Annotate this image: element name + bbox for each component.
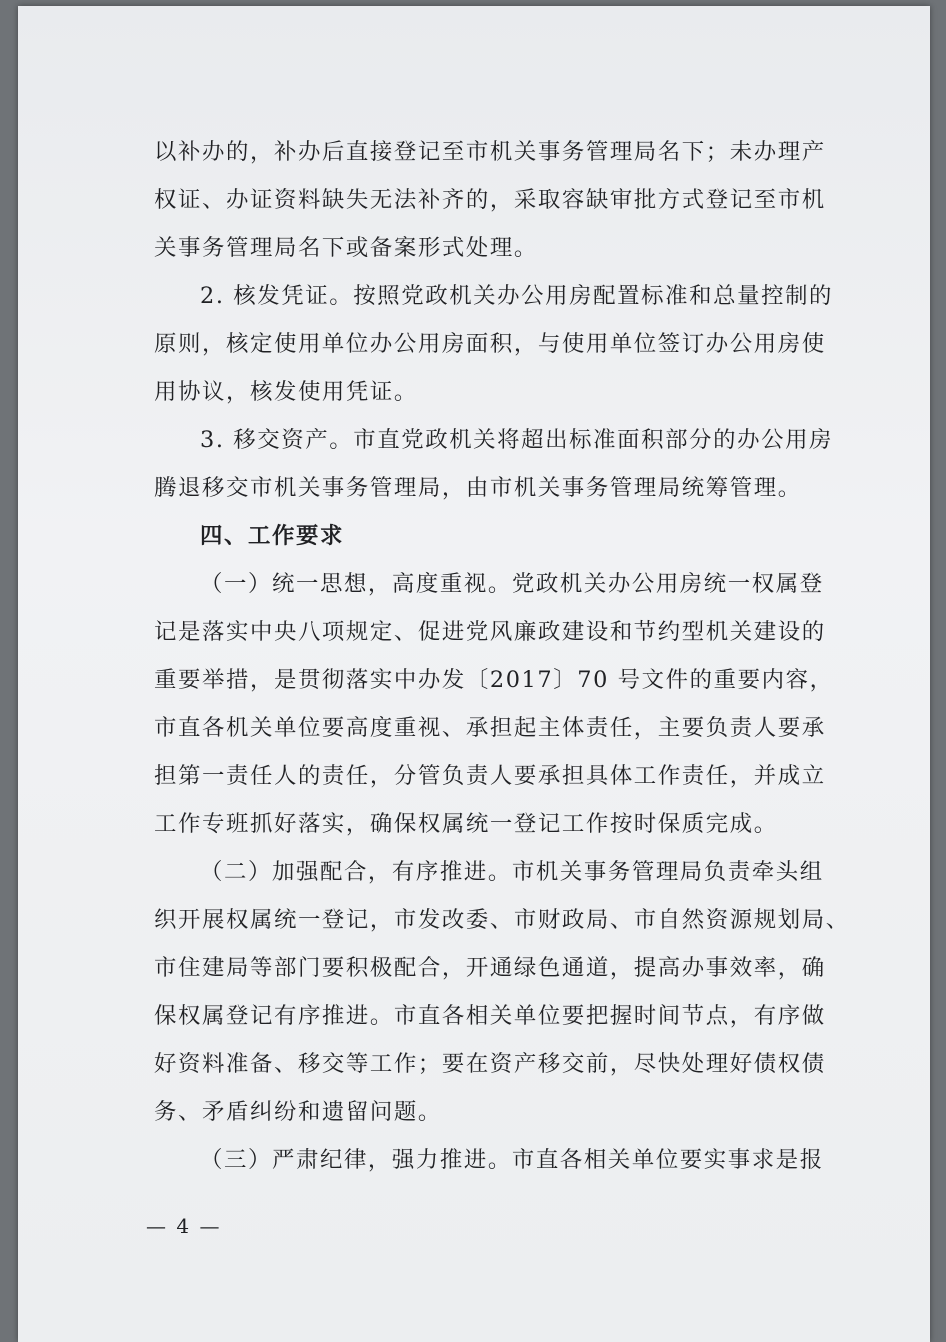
text-line: 市直各机关单位要高度重视、承担起主体责任，主要负责人要承 — [154, 715, 826, 741]
text-line: 记是落实中央八项规定、促进党风廉政建设和节约型机关建设的 — [154, 619, 826, 645]
text-line: 原则，核定使用单位办公用房面积，与使用单位签订办公用房使 — [154, 331, 826, 357]
text-line: 重要举措，是贯彻落实中办发〔2017〕70 号文件的重要内容， — [154, 667, 834, 693]
page-number: — 4 — — [146, 1214, 222, 1238]
document-page — [18, 6, 930, 1342]
text-line: 务、矛盾纠纷和遗留问题。 — [154, 1099, 442, 1125]
text-line: 关事务管理局名下或备案形式处理。 — [154, 235, 538, 261]
text-line: 权证、办证资料缺失无法补齐的，采取容缺审批方式登记至市机 — [154, 187, 826, 213]
text-line: （三）严肃纪律，强力推进。市直各相关单位要实事求是报 — [200, 1147, 824, 1173]
text-line: 担第一责任人的责任，分管负责人要承担具体工作责任，并成立 — [154, 763, 826, 789]
text-line: 以补办的，补办后直接登记至市机关事务管理局名下；未办理产 — [154, 139, 826, 165]
section-heading: 四、工作要求 — [200, 523, 344, 549]
text-line: 腾退移交市机关事务管理局，由市机关事务管理局统筹管理。 — [154, 475, 802, 501]
text-line: （一）统一思想，高度重视。党政机关办公用房统一权属登 — [200, 571, 824, 597]
text-line: 织开展权属统一登记，市发改委、市财政局、市自然资源规划局、 — [154, 907, 850, 933]
text-line: 市住建局等部门要积极配合，开通绿色通道，提高办事效率，确 — [154, 955, 826, 981]
text-line: 好资料准备、移交等工作；要在资产移交前，尽快处理好债权债 — [154, 1051, 826, 1077]
text-line: 3. 移交资产。市直党政机关将超出标准面积部分的办公用房 — [200, 427, 834, 453]
text-line: 用协议，核发使用凭证。 — [154, 379, 418, 405]
text-line: 保权属登记有序推进。市直各相关单位要把握时间节点，有序做 — [154, 1003, 826, 1029]
text-line: 工作专班抓好落实，确保权属统一登记工作按时保质完成。 — [154, 811, 778, 837]
body-text — [154, 128, 850, 1184]
text-line: （二）加强配合，有序推进。市机关事务管理局负责牵头组 — [200, 859, 824, 885]
text-line: 2. 核发凭证。按照党政机关办公用房配置标准和总量控制的 — [200, 283, 834, 309]
